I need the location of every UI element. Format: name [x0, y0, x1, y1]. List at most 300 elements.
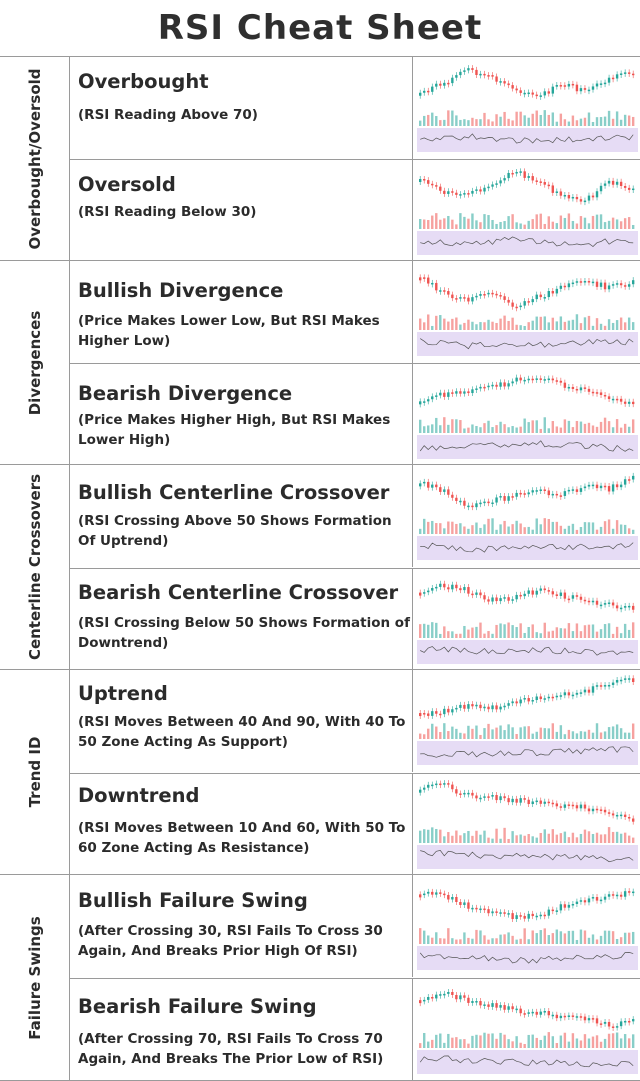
candle-body [427, 892, 429, 894]
candle-body [608, 1022, 610, 1027]
candle-body [495, 597, 497, 601]
volume-bar [483, 423, 485, 433]
price-rsi-chart [417, 163, 638, 258]
candle-body [628, 402, 630, 404]
candle-body [519, 90, 521, 93]
candle-body [475, 70, 477, 75]
volume-bar [576, 421, 578, 433]
volume-bar [523, 726, 525, 739]
volume-bar [616, 627, 618, 638]
volume-bar [584, 218, 586, 229]
volume-bar [523, 527, 525, 534]
row-title: Bearish Divergence [78, 382, 293, 405]
volume-bar [532, 219, 534, 229]
volume-bar [423, 426, 425, 433]
candle-body [507, 1006, 509, 1009]
candle-body [495, 183, 497, 185]
volume-bar [604, 834, 606, 843]
candle-body [580, 597, 582, 600]
volume-bar [528, 726, 530, 739]
volume-bar [423, 734, 425, 739]
volume-bar [431, 216, 433, 229]
candle-body [459, 297, 461, 299]
candle-body [419, 179, 421, 182]
volume-bar [463, 119, 465, 126]
candle-body [612, 181, 614, 185]
volume-bar [584, 930, 586, 944]
row-description: (RSI Reading Above 70) [78, 107, 258, 123]
candle-body [632, 476, 634, 480]
candle-body [544, 915, 546, 917]
candle-body [596, 1018, 598, 1023]
candle-body [443, 489, 445, 492]
candle-body [503, 796, 505, 798]
volume-bar [431, 827, 433, 843]
volume-bar [588, 223, 590, 229]
volume-bar [564, 628, 566, 638]
volume-bar [463, 932, 465, 944]
volume-bar [612, 323, 614, 330]
volume-bar [487, 519, 489, 534]
candle-body [475, 908, 477, 910]
volume-bar [544, 623, 546, 638]
candle-body [592, 686, 594, 692]
candle-body [588, 898, 590, 902]
candle-body [568, 692, 570, 695]
volume-bar [568, 526, 570, 534]
candle-body [459, 588, 461, 590]
volume-bar [503, 221, 505, 229]
volume-bar [608, 111, 610, 126]
candle-body [447, 587, 449, 589]
volume-bar [467, 120, 469, 126]
volume-bar [552, 421, 554, 433]
candle-body [483, 294, 485, 296]
candle-body [620, 182, 622, 186]
candle-body [528, 93, 530, 95]
candle-body [552, 87, 554, 94]
volume-bar [479, 623, 481, 638]
candle-body [427, 399, 429, 401]
candle-body [532, 490, 534, 492]
volume-bar [584, 118, 586, 126]
volume-bar [463, 1039, 465, 1048]
price-rsi-chart [417, 572, 638, 667]
volume-bar [552, 1036, 554, 1048]
volume-bar [556, 426, 558, 433]
candle-body [427, 591, 429, 593]
volume-bar [439, 425, 441, 433]
candle-body [604, 685, 606, 687]
volume-bar [588, 938, 590, 944]
volume-bar [540, 115, 542, 126]
candle-body [479, 503, 481, 505]
candle-body [483, 74, 485, 76]
volume-bar [435, 1035, 437, 1048]
candle-body [483, 796, 485, 798]
candle-body [479, 705, 481, 708]
candle-body [556, 494, 558, 496]
candle-body [616, 484, 618, 487]
candle-body [499, 295, 501, 297]
volume-bar [475, 426, 477, 433]
candle-body [544, 379, 546, 381]
volume-bar [503, 934, 505, 944]
candle-body [568, 387, 570, 389]
candle-body [491, 1003, 493, 1007]
candle-body [511, 799, 513, 802]
volume-bar [479, 427, 481, 433]
volume-bar [572, 116, 574, 126]
volume-bar [475, 119, 477, 126]
volume-bar [612, 931, 614, 944]
candle-body [548, 1011, 550, 1015]
volume-bar [499, 935, 501, 944]
volume-bar [499, 725, 501, 739]
candle-body [459, 501, 461, 503]
volume-bar [511, 1041, 513, 1048]
volume-bar [620, 937, 622, 944]
candle-body [560, 1016, 562, 1018]
candle-body [471, 68, 473, 70]
candle-body [495, 497, 497, 502]
candle-body [596, 191, 598, 197]
candle-body [572, 489, 574, 491]
volume-bar [467, 219, 469, 229]
candle-body [536, 180, 538, 182]
volume-bar [536, 214, 538, 229]
volume-bar [435, 932, 437, 944]
volume-bar [552, 829, 554, 843]
candle-body [588, 485, 590, 487]
volume-bar [556, 627, 558, 638]
price-rsi-chart [417, 367, 638, 462]
candle-body [487, 187, 489, 189]
candle-body [463, 902, 465, 905]
candle-body [628, 188, 630, 190]
volume-bar [519, 835, 521, 843]
volume-bar [540, 930, 542, 944]
candle-body [564, 195, 566, 197]
volume-bar [451, 727, 453, 739]
volume-bar [612, 218, 614, 229]
volume-bar [479, 119, 481, 126]
volume-bar [604, 117, 606, 126]
candle-body [487, 796, 489, 798]
candle-body [431, 711, 433, 716]
candle-body [632, 819, 634, 822]
volume-bar [459, 325, 461, 330]
candle-body [604, 83, 606, 85]
candle-body [447, 392, 449, 397]
candle-body [532, 93, 534, 95]
candle-body [596, 897, 598, 901]
candle-body [572, 283, 574, 285]
candle-body [451, 897, 453, 899]
volume-bar [604, 731, 606, 739]
candle-body [503, 912, 505, 914]
candle-body [475, 503, 477, 507]
volume-bar [503, 112, 505, 126]
candle-body [624, 891, 626, 897]
candle-body [612, 78, 614, 80]
candle-body [439, 84, 441, 86]
volume-bar [431, 326, 433, 330]
volume-bar [499, 623, 501, 638]
volume-bar [556, 122, 558, 126]
candle-body [532, 590, 534, 594]
section-label: Failure Swings [25, 915, 44, 1040]
candle-body [491, 385, 493, 387]
volume-bar [528, 422, 530, 433]
candle-body [511, 496, 513, 498]
volume-bar [479, 930, 481, 944]
candle-body [568, 905, 570, 908]
volume-bar [439, 120, 441, 126]
volume-bar [580, 834, 582, 843]
volume-bar [511, 426, 513, 433]
candle-body [419, 593, 421, 596]
volume-bar [507, 839, 509, 843]
price-rsi-chart [417, 878, 638, 973]
volume-bar [431, 113, 433, 126]
volume-bar [564, 419, 566, 433]
candle-body [431, 588, 433, 591]
candle-body [584, 88, 586, 90]
volume-bar [548, 1032, 550, 1048]
volume-bar [463, 733, 465, 739]
candle-body [540, 588, 542, 590]
candle-body [588, 809, 590, 812]
volume-bar [491, 634, 493, 638]
volume-bar [523, 326, 525, 330]
volume-bar [588, 522, 590, 534]
candle-body [467, 998, 469, 1003]
candle-body [463, 193, 465, 195]
candle-body [483, 595, 485, 599]
volume-bar [584, 317, 586, 330]
candle-body [495, 705, 497, 709]
candle-body [459, 902, 461, 905]
candle-body [423, 788, 425, 790]
candle-body [423, 401, 425, 403]
price-rsi-chart [417, 468, 638, 563]
candle-body [624, 815, 626, 817]
volume-bar [616, 520, 618, 534]
candle-body [576, 693, 578, 695]
row-bearish-failure-swing [70, 978, 640, 1081]
row-title: Bullish Failure Swing [78, 889, 308, 912]
volume-bar [560, 216, 562, 229]
candle-body [475, 593, 477, 595]
candle-body [572, 1015, 574, 1017]
volume-bar [495, 114, 497, 126]
candle-body [495, 294, 497, 296]
volume-bar [483, 1033, 485, 1048]
volume-bar [560, 1036, 562, 1048]
volume-bar [556, 930, 558, 944]
candle-body [467, 298, 469, 302]
volume-bar [532, 420, 534, 433]
candle-body [455, 298, 457, 300]
candle-body [475, 189, 477, 191]
candle-body [544, 91, 546, 95]
section-label: Overbought/Oversold [25, 67, 44, 250]
candle-body [491, 293, 493, 295]
candle-body [620, 608, 622, 610]
candle-body [511, 913, 513, 919]
candle-body [580, 88, 582, 91]
candle-body [540, 181, 542, 183]
section-label-cell [0, 261, 70, 464]
volume-bar [459, 733, 461, 739]
candle-body [628, 606, 630, 608]
volume-bar [427, 935, 429, 944]
volume-bar [475, 930, 477, 944]
volume-bar [596, 215, 598, 229]
candle-body [495, 76, 497, 81]
candle-body [499, 496, 501, 498]
volume-bar [572, 427, 574, 433]
candle-body [556, 191, 558, 193]
candle-body [435, 283, 437, 290]
candle-body [491, 184, 493, 186]
candle-body [495, 385, 497, 387]
candle-body [435, 587, 437, 589]
candle-body [507, 597, 509, 601]
candle-body [435, 892, 437, 894]
candle-body [528, 176, 530, 178]
candle-body [491, 795, 493, 797]
candle-body [568, 283, 570, 287]
row-text [78, 465, 410, 567]
volume-bar [584, 424, 586, 433]
volume-bar [616, 320, 618, 330]
volume-bar [467, 529, 469, 534]
candle-body [471, 793, 473, 796]
candle-body [624, 606, 626, 608]
volume-bar [540, 524, 542, 534]
volume-bar [632, 724, 634, 739]
row-chart [412, 364, 640, 465]
candle-body [564, 491, 566, 496]
candle-body [519, 595, 521, 597]
volume-bar [427, 115, 429, 126]
volume-bar [419, 831, 421, 843]
volume-bar [455, 940, 457, 944]
volume-bar [624, 218, 626, 229]
volume-bar [451, 319, 453, 330]
volume-bar [475, 523, 477, 534]
volume-bar [628, 427, 630, 433]
volume-bar [592, 425, 594, 433]
candle-body [483, 387, 485, 389]
volume-bar [451, 220, 453, 229]
volume-bar [584, 625, 586, 638]
volume-bar [564, 1033, 566, 1048]
candle-body [515, 1009, 517, 1011]
candle-body [536, 801, 538, 803]
candle-body [548, 910, 550, 916]
volume-bar [431, 938, 433, 944]
volume-bar [519, 223, 521, 229]
volume-bar [507, 119, 509, 126]
volume-bar [419, 219, 421, 229]
candle-body [608, 78, 610, 83]
candle-body [519, 378, 521, 381]
candle-body [495, 911, 497, 913]
volume-bar [612, 119, 614, 126]
candle-body [600, 1023, 602, 1025]
candle-body [608, 181, 610, 184]
volume-bar [588, 831, 590, 843]
volume-bar [576, 120, 578, 126]
candle-body [427, 180, 429, 184]
candle-body [564, 692, 566, 695]
volume-bar [511, 936, 513, 944]
volume-bar [540, 214, 542, 229]
candle-body [515, 172, 517, 174]
volume-bar [519, 623, 521, 638]
volume-bar [419, 529, 421, 534]
volume-bar [467, 630, 469, 638]
volume-bar [580, 323, 582, 330]
volume-bar [483, 728, 485, 739]
volume-bar [544, 1036, 546, 1048]
volume-bar [471, 213, 473, 229]
candle-body [624, 678, 626, 680]
candle-body [463, 587, 465, 590]
candle-body [588, 281, 590, 283]
candle-body [423, 91, 425, 93]
candle-body [459, 793, 461, 795]
candle-body [572, 805, 574, 807]
row-title: Bearish Failure Swing [78, 995, 317, 1018]
volume-bar [552, 933, 554, 944]
candle-body [548, 697, 550, 699]
candle-body [576, 902, 578, 904]
candle-body [515, 701, 517, 703]
row-overbought [70, 57, 640, 159]
row-title: Bearish Centerline Crossover [78, 581, 399, 604]
volume-bar [443, 723, 445, 739]
volume-bar [427, 625, 429, 638]
volume-bar [592, 834, 594, 843]
volume-bar [523, 419, 525, 433]
volume-bar [560, 628, 562, 638]
volume-bar [620, 120, 622, 126]
volume-bar [435, 623, 437, 638]
row-chart [412, 774, 640, 875]
candle-body [499, 598, 501, 601]
candle-body [580, 900, 582, 902]
candle-body [503, 382, 505, 386]
volume-bar [608, 221, 610, 229]
volume-bar [596, 530, 598, 534]
candle-body [467, 902, 469, 908]
section-label-cell [0, 670, 70, 874]
candle-body [632, 189, 634, 191]
candle-body [552, 494, 554, 496]
volume-bar [463, 526, 465, 534]
candle-body [515, 915, 517, 919]
volume-bar [544, 728, 546, 739]
candle-body [455, 995, 457, 999]
volume-bar [519, 112, 521, 126]
row-bullish-divergence [70, 261, 640, 363]
section-divergences [0, 260, 640, 464]
volume-bar [499, 839, 501, 843]
